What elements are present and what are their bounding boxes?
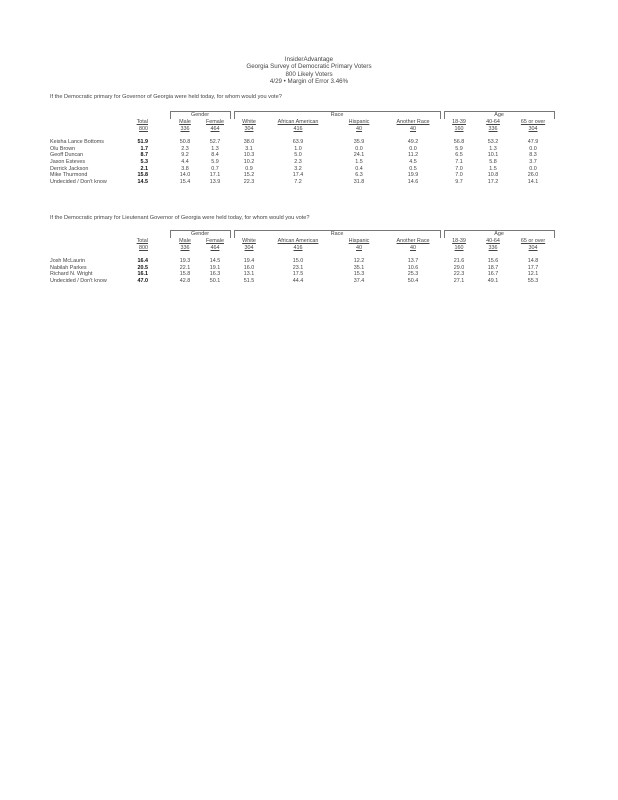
- cell-value: 3.2: [294, 165, 302, 172]
- col-white-n: 304: [244, 125, 254, 132]
- cell-value: 19.1: [209, 264, 221, 271]
- cell-value: 44.4: [292, 277, 304, 284]
- col-18-39-label: 18-39: [452, 238, 466, 244]
- cell-value: 50.4: [407, 277, 419, 284]
- cell-value: 37.4: [353, 277, 365, 284]
- col-65-over-n: 304: [528, 244, 538, 251]
- cell-value: 19.4: [243, 258, 255, 265]
- cell-value: 5.8: [489, 158, 497, 165]
- cell-value: 14.1: [527, 178, 539, 185]
- cell-value: 18.7: [487, 264, 499, 271]
- cell-value: 22.3: [243, 178, 255, 185]
- cell-value: 17.5: [292, 271, 304, 278]
- cell-value: 0.9: [245, 165, 253, 172]
- cell-value: 25.3: [407, 271, 419, 278]
- table-row: [50, 166, 554, 173]
- cell-value: 12.1: [527, 271, 539, 278]
- cell-value: 6.5: [455, 152, 463, 159]
- group-race: Race: [234, 231, 440, 239]
- cell-value: 0.5: [409, 165, 417, 172]
- cell-value: 7.0: [455, 165, 463, 172]
- cell-value: 1.3: [211, 145, 219, 152]
- cell-value: 29.0: [453, 264, 465, 271]
- cell-value: 49.2: [407, 139, 419, 146]
- col-african-american-n: 416: [293, 125, 303, 132]
- cell-value: 15.3: [353, 271, 365, 278]
- cell-value: 8.4: [211, 152, 219, 159]
- col-40-64-label: 40-64: [486, 238, 500, 244]
- cell-value: 16.3: [209, 271, 221, 278]
- table-row: [50, 271, 554, 278]
- total-value: 5.3: [140, 158, 148, 165]
- col-male-label: Male: [179, 119, 191, 125]
- col-total-n: 800: [139, 125, 148, 132]
- col-40-64-label: 40-64: [486, 119, 500, 125]
- cell-value: 3.1: [245, 145, 253, 152]
- col-18-39-label: 18-39: [452, 119, 466, 125]
- cell-value: 16.0: [243, 264, 255, 271]
- col-total-n: 800: [139, 244, 148, 251]
- total-value: 47.0: [137, 277, 148, 284]
- cell-value: 5.9: [455, 145, 463, 152]
- col-african-american-n: 416: [293, 244, 303, 251]
- col-male-n: 336: [180, 244, 190, 251]
- cell-value: 35.9: [353, 139, 365, 146]
- col-hispanic-n: 40: [356, 244, 363, 251]
- group-gender: Gender: [170, 112, 230, 120]
- report-subtitle: Georgia Survey of Democratic Primary Voters: [246, 63, 372, 71]
- cell-value: 7.2: [294, 178, 302, 185]
- cell-value: 15.6: [487, 258, 499, 265]
- cell-value: 6.3: [355, 172, 363, 179]
- cell-value: 12.2: [353, 258, 365, 265]
- col-male-label: Male: [179, 238, 191, 244]
- sample-size: 800 Likely Voters: [285, 70, 333, 78]
- cell-value: 15.2: [243, 172, 255, 179]
- group-race: Race: [234, 112, 440, 120]
- cell-value: 13.1: [243, 271, 255, 278]
- table-row: [50, 159, 554, 166]
- cell-value: 10.6: [407, 264, 419, 271]
- question-governor: If the Democratic primary for Governor of Georgia were held today, for whom would you vote?: [50, 94, 282, 100]
- table-row: [50, 146, 554, 153]
- total-value: 51.9: [137, 139, 148, 146]
- cell-value: 0.0: [529, 145, 537, 152]
- cell-value: 21.6: [453, 258, 465, 265]
- row-label: Undecided / Don't know: [50, 277, 107, 284]
- col-female-n: 464: [210, 125, 220, 132]
- cell-value: 23.1: [292, 264, 304, 271]
- col-40-64-n: 336: [488, 125, 498, 132]
- cell-value: 22.3: [453, 271, 465, 278]
- cell-value: 0.0: [409, 145, 417, 152]
- cell-value: 14.6: [407, 178, 419, 185]
- col-african-american-label: African American: [277, 119, 319, 125]
- total-value: 15.8: [137, 172, 148, 179]
- cell-value: 19.9: [407, 172, 419, 179]
- date-margin-of-error: 4/29 • Margin of Error 3.46%: [269, 78, 349, 86]
- row-label: Undecided / Don't know: [50, 178, 107, 185]
- col-40-64-n: 336: [488, 244, 498, 251]
- cell-value: 11.2: [407, 152, 419, 159]
- col-white-label: White: [242, 238, 256, 244]
- cell-value: 10.8: [487, 172, 499, 179]
- group-age: Age: [444, 112, 554, 120]
- cell-value: 0.0: [355, 145, 363, 152]
- cell-value: 3.7: [529, 158, 537, 165]
- row-label: Nabilah Parkes: [50, 264, 87, 271]
- cell-value: 5.9: [211, 158, 219, 165]
- cell-value: 17.7: [527, 264, 539, 271]
- row-label: Richard N. Wright: [50, 271, 93, 278]
- group-gender: Gender: [170, 231, 230, 239]
- cell-value: 50.8: [179, 139, 191, 146]
- table-row: [50, 179, 554, 186]
- col-65-over-label: 65 or over: [520, 119, 546, 125]
- total-value: 20.5: [137, 264, 148, 271]
- report-title: InsiderAdvantage: [284, 56, 334, 63]
- cell-value: 42.8: [179, 277, 191, 284]
- cell-value: 1.3: [489, 145, 497, 152]
- col-hispanic-label: Hispanic: [348, 119, 370, 125]
- cell-value: 22.1: [179, 264, 191, 271]
- cell-value: 3.8: [181, 165, 189, 172]
- col-18-39-n: 160: [454, 125, 464, 132]
- report-header: [0, 56, 618, 86]
- cell-value: 13.9: [209, 178, 221, 185]
- row-label: Geoff Duncan: [50, 152, 84, 159]
- cell-value: 5.0: [294, 152, 302, 159]
- cell-value: 53.2: [487, 139, 499, 146]
- col-total-label: Total: [136, 238, 148, 244]
- cell-value: 56.8: [453, 139, 465, 146]
- total-value: 2.1: [140, 165, 148, 172]
- cell-value: 0.7: [211, 165, 219, 172]
- table-row: [50, 172, 554, 179]
- col-65-over-label: 65 or over: [520, 238, 546, 244]
- cell-value: 15.0: [292, 258, 304, 265]
- cell-value: 52.7: [209, 139, 221, 146]
- col-white-label: White: [242, 119, 256, 125]
- cell-value: 7.0: [455, 172, 463, 179]
- cell-value: 63.9: [292, 139, 304, 146]
- cell-value: 10.3: [243, 152, 255, 159]
- cell-value: 14.5: [209, 258, 221, 265]
- cell-value: 49.1: [487, 277, 499, 284]
- col-african-american-label: African American: [277, 238, 319, 244]
- total-value: 16.4: [137, 258, 148, 265]
- crosstab-governor: [50, 111, 555, 185]
- cell-value: 26.0: [527, 172, 539, 179]
- cell-value: 17.2: [487, 178, 499, 185]
- cell-value: 2.3: [294, 158, 302, 165]
- group-age: Age: [444, 231, 554, 239]
- cell-value: 4.5: [409, 158, 417, 165]
- cell-value: 0.0: [529, 165, 537, 172]
- col-male-n: 336: [180, 125, 190, 132]
- cell-value: 17.4: [292, 172, 304, 179]
- cell-value: 1.0: [294, 145, 302, 152]
- cell-value: 50.1: [209, 277, 221, 284]
- cell-value: 13.7: [407, 258, 419, 265]
- table-row: [50, 265, 554, 272]
- total-value: 8.7: [140, 152, 148, 159]
- cell-value: 1.5: [355, 158, 363, 165]
- cell-value: 47.9: [527, 139, 539, 146]
- cell-value: 10.2: [243, 158, 255, 165]
- table-row: [50, 278, 554, 285]
- cell-value: 35.1: [353, 264, 365, 271]
- cell-value: 9.2: [181, 152, 189, 159]
- col-female-label: Female: [206, 238, 224, 244]
- col-18-39-n: 160: [454, 244, 464, 251]
- cell-value: 2.3: [181, 145, 189, 152]
- row-label: Keisha Lance Bottoms: [50, 139, 104, 146]
- col-female-label: Female: [206, 119, 224, 125]
- cell-value: 15.8: [179, 271, 191, 278]
- total-value: 14.5: [137, 178, 148, 185]
- cell-value: 14.0: [179, 172, 191, 179]
- col-hispanic-label: Hispanic: [348, 238, 370, 244]
- cell-value: 15.4: [179, 178, 191, 185]
- row-label: Derrick Jackson: [50, 165, 89, 172]
- table-row: [50, 139, 554, 146]
- col-white-n: 304: [244, 244, 254, 251]
- cell-value: 0.4: [355, 165, 363, 172]
- cell-value: 19.3: [179, 258, 191, 265]
- col-another-race-label: Another Race: [396, 238, 430, 244]
- col-another-race-n: 40: [410, 125, 417, 132]
- table-row: [50, 258, 554, 265]
- cell-value: 24.1: [353, 152, 365, 159]
- total-value: 1.7: [140, 145, 148, 152]
- col-female-n: 464: [210, 244, 220, 251]
- cell-value: 10.1: [487, 152, 499, 159]
- row-label: Josh McLaurin: [50, 258, 86, 265]
- cell-value: 8.3: [529, 152, 537, 159]
- table-row: [50, 152, 554, 159]
- cell-value: 31.8: [353, 178, 365, 185]
- cell-value: 14.8: [527, 258, 539, 265]
- row-label: Olu Brown: [50, 145, 76, 152]
- cell-value: 16.7: [487, 271, 499, 278]
- cell-value: 51.5: [243, 277, 255, 284]
- cell-value: 7.1: [455, 158, 463, 165]
- cell-value: 4.4: [181, 158, 189, 165]
- cell-value: 1.5: [489, 165, 497, 172]
- col-total-label: Total: [136, 119, 148, 125]
- cell-value: 17.1: [209, 172, 221, 179]
- cell-value: 55.3: [527, 277, 539, 284]
- row-label: Jason Esteves: [50, 158, 86, 165]
- cell-value: 27.1: [453, 277, 465, 284]
- cell-value: 9.7: [455, 178, 463, 185]
- question-lieutenant-governor: If the Democratic primary for Lieutenant Governor of Georgia were held today, for whom would you vote?: [50, 215, 310, 221]
- cell-value: 38.0: [243, 139, 255, 146]
- col-65-over-n: 304: [528, 125, 538, 132]
- col-hispanic-n: 40: [356, 125, 363, 132]
- total-value: 16.1: [137, 271, 148, 278]
- crosstab-lieutenant-governor: [50, 230, 555, 285]
- col-another-race-label: Another Race: [396, 119, 430, 125]
- row-label: Mike Thurmond: [50, 172, 88, 179]
- col-another-race-n: 40: [410, 244, 417, 251]
